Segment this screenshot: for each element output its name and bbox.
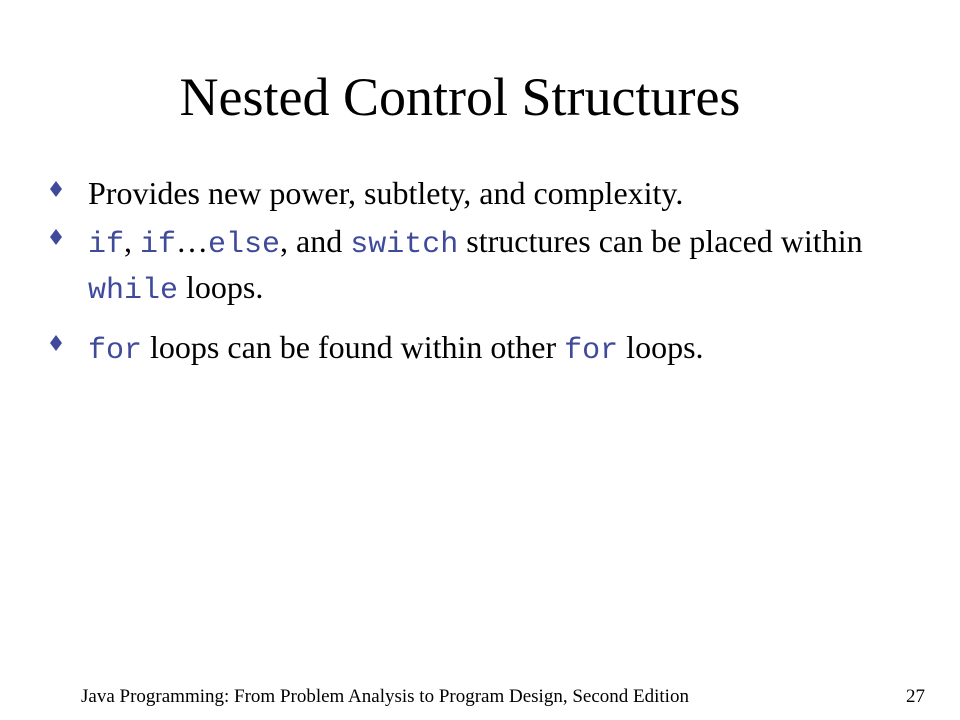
code-keyword-if: if [88,228,125,262]
bullet-item [48,220,908,312]
code-keyword-while: while [88,274,179,308]
bullet-text: structures can be placed within [458,223,863,259]
code-keyword-else: else [208,228,281,262]
code-keyword-for: for [88,334,143,368]
bullet-item [48,326,908,372]
bullet-text: Provides new power, subtlety, and complexity. [88,175,684,211]
code-keyword-switch: switch [350,228,459,262]
page-number: 27 [906,686,925,707]
ellipsis-text: … [176,223,209,259]
bullet-text: , and [280,223,351,259]
code-keyword-if: if [140,228,177,262]
bullet-text: loops. [178,269,264,305]
bullet-text: loops can be found within other [142,329,565,365]
bullet-item [48,172,908,214]
slide-footer: Java Programming: From Problem Analysis to Program Design, Second Edition [81,686,689,707]
code-keyword-for: for [564,334,619,368]
bullet-text: loops. [618,329,704,365]
diamond-bullet-icon [50,229,62,245]
bullet-text: , [124,223,141,259]
diamond-bullet-icon [50,335,62,351]
bullet-list [48,172,908,372]
diamond-bullet-icon [50,181,62,197]
slide-title: Nested Control Structures [179,67,741,127]
